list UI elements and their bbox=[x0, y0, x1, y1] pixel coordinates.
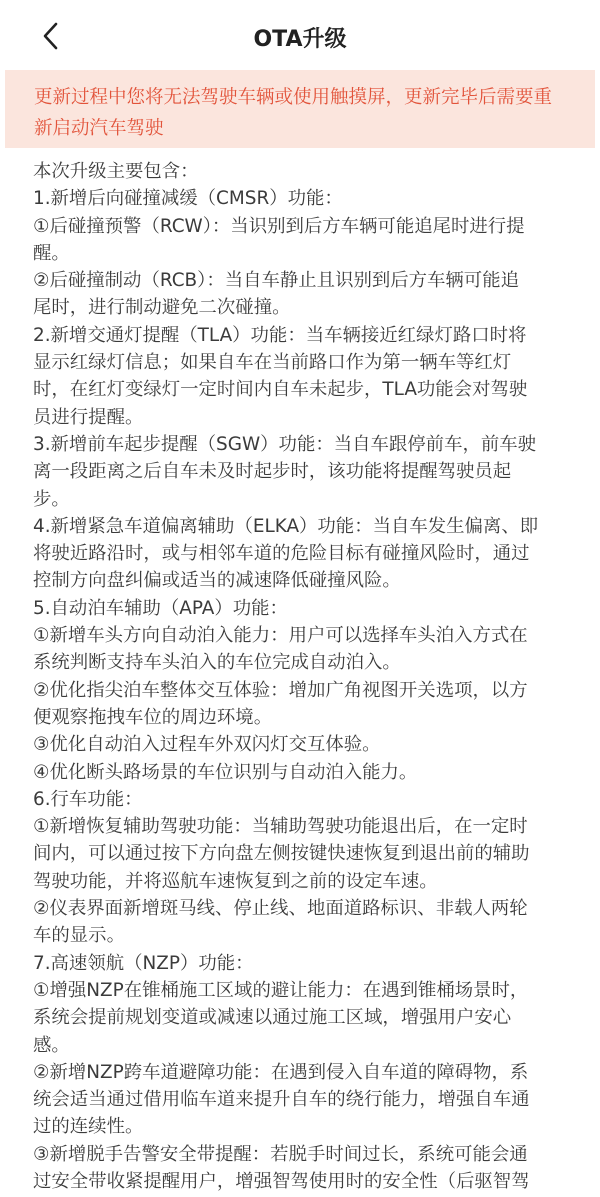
release-note-line: 6.行车功能： bbox=[33, 788, 143, 810]
release-note-line: 驾驶功能，并将巡航车速恢复到之前的设定车速。 bbox=[33, 870, 438, 892]
release-note-line: 时，在红灯变绿灯一定时间内自车未起步，TLA功能会对驾驶 bbox=[33, 379, 528, 401]
release-note-line: 尾时，进行制动避免二次碰撞。 bbox=[33, 297, 291, 319]
release-note-line: 系统判断支持车头泊入的车位完成自动泊入。 bbox=[33, 652, 401, 674]
header-bar bbox=[0, 0, 600, 68]
release-note-line: ①新增恢复辅助驾驶功能：当辅助驾驶功能退出后，在一定时 bbox=[33, 816, 528, 838]
release-note-line: 显示红绿灯信息；如果自车在当前路口作为第一辆车等红灯 bbox=[33, 352, 512, 374]
release-note-line: 感。 bbox=[33, 1034, 70, 1056]
release-note-line: ②优化指尖泊车整体交互体验：增加广角视图开关选项，以方 bbox=[33, 679, 528, 701]
release-note-line: 醒。 bbox=[33, 242, 70, 264]
release-note-line: 车的显示。 bbox=[33, 925, 125, 947]
release-note-line: 便观察拖拽车位的周边环境。 bbox=[33, 706, 273, 728]
release-note-line: ③新增脱手告警安全带提醒：若脱手时间过长，系统可能会通 bbox=[33, 1143, 528, 1165]
release-note-line: 1.新增后向碰撞减缓（CMSR）功能： bbox=[33, 188, 343, 210]
release-note-line: 2.新增交通灯提醒（TLA）功能：当车辆接近红绿灯路口时将 bbox=[33, 324, 527, 346]
release-note-line: ④优化断头路场景的车位识别与自动泊入能力。 bbox=[33, 761, 418, 783]
release-note-line: 5.自动泊车辅助（APA）功能： bbox=[33, 597, 288, 619]
warning-banner: 更新过程中您将无法驾驶车辆或使用触摸屏，更新完毕后需要重新启动汽车驾驶 bbox=[5, 70, 595, 148]
release-note-line: 统会适当通过借用临车道来提升自车的绕行能力，增强自车通 bbox=[33, 1089, 530, 1111]
release-notes bbox=[33, 158, 573, 1195]
release-note-line: ③优化自动泊入过程车外双闪灯交互体验。 bbox=[33, 734, 381, 756]
release-note-line: 系统会提前规划变道或减速以通过施工区域，增强用户安心 bbox=[33, 1007, 512, 1029]
release-note-line: 本次升级主要包含： bbox=[33, 161, 199, 182]
release-note-line: ①后碰撞预警（RCW）：当识别到后方车辆可能追尾时进行提 bbox=[33, 215, 525, 237]
release-note-line: ①新增车头方向自动泊入能力：用户可以选择车头泊入方式在 bbox=[33, 625, 528, 647]
release-note-line: 离一段距离之后自车未及时起步时，该功能将提醒驾驶员起 bbox=[33, 461, 512, 483]
release-note-line: 过安全带收紧提醒用户，增强智驾使用时的安全性（后驱智驾 bbox=[33, 1170, 530, 1192]
release-note-line: ②新增NZP跨车道避障功能：在遇到侵入自车道的障碍物，系 bbox=[33, 1061, 529, 1083]
release-note-line: 过的连续性。 bbox=[33, 1116, 144, 1138]
release-note-line: 7.高速领航（NZP）功能： bbox=[33, 952, 254, 974]
release-note-line: 3.新增前车起步提醒（SGW）功能：当自车跟停前车，前车驶 bbox=[33, 433, 537, 455]
release-note-line: ②仪表界面新增斑马线、停止线、地面道路标识、非载人两轮 bbox=[33, 898, 528, 920]
release-note-line: 控制方向盘纠偏或适当的减速降低碰撞风险。 bbox=[33, 570, 401, 592]
release-note-line: ②后碰撞制动（RCB）：当自车静止且识别到后方车辆可能追 bbox=[33, 270, 519, 292]
release-note-line: 间内，可以通过按下方向盘左侧按键快速恢复到退出前的辅助 bbox=[33, 843, 530, 865]
release-note-line: 4.新增紧急车道偏离辅助（ELKA）功能：当自车发生偏离、即 bbox=[33, 515, 539, 537]
page-title: OTA升级 bbox=[253, 27, 347, 52]
release-note-line: 将驶近路沿时，或与相邻车道的危险目标有碰撞风险时，通过 bbox=[33, 543, 530, 565]
release-note-line: ①增强NZP在锥桶施工区域的避让能力：在遇到锥桶场景时， bbox=[33, 979, 529, 1001]
release-note-line: 步。 bbox=[33, 488, 70, 510]
release-note-line: 员进行提醒。 bbox=[33, 406, 144, 428]
